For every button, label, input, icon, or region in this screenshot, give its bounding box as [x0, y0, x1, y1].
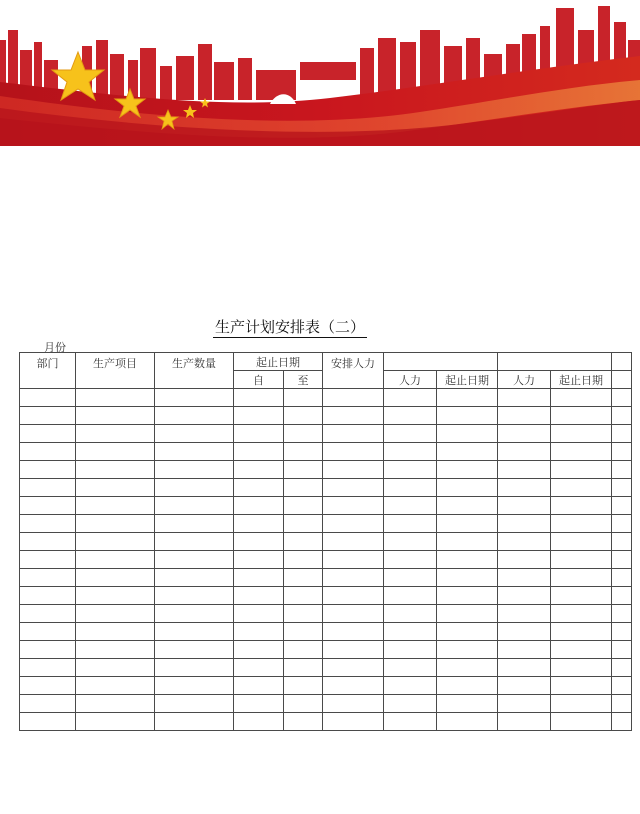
- table-cell[interactable]: [437, 713, 498, 731]
- table-row: [20, 443, 632, 461]
- table-cell[interactable]: [20, 515, 76, 533]
- table-cell[interactable]: [20, 677, 76, 695]
- table-cell[interactable]: [20, 461, 76, 479]
- table-cell[interactable]: [384, 533, 437, 551]
- table-cell[interactable]: [76, 587, 155, 605]
- header-to: 至: [284, 371, 323, 389]
- table-cell[interactable]: [323, 407, 384, 425]
- table-cell[interactable]: [384, 497, 437, 515]
- table-cell[interactable]: [284, 479, 323, 497]
- table-cell[interactable]: [498, 641, 551, 659]
- table-cell[interactable]: [612, 443, 632, 461]
- table-cell[interactable]: [437, 659, 498, 677]
- table-cell[interactable]: [155, 713, 234, 731]
- table-row: [20, 461, 632, 479]
- table-cell[interactable]: [384, 425, 437, 443]
- table-row: [20, 479, 632, 497]
- table-cell[interactable]: [612, 551, 632, 569]
- table-cell[interactable]: [437, 605, 498, 623]
- table-cell[interactable]: [551, 443, 612, 461]
- table-cell[interactable]: [498, 389, 551, 407]
- table-cell[interactable]: [323, 695, 384, 713]
- table-cell[interactable]: [155, 551, 234, 569]
- table-cell[interactable]: [551, 605, 612, 623]
- table-cell[interactable]: [323, 551, 384, 569]
- table-cell[interactable]: [498, 623, 551, 641]
- table-cell[interactable]: [284, 461, 323, 479]
- table-cell[interactable]: [155, 641, 234, 659]
- table-row: [20, 407, 632, 425]
- header-group-a: [384, 353, 498, 371]
- table-cell[interactable]: [384, 389, 437, 407]
- table-cell[interactable]: [284, 713, 323, 731]
- table-cell[interactable]: [551, 497, 612, 515]
- table-cell[interactable]: [234, 677, 284, 695]
- table-row: [20, 515, 632, 533]
- table-cell[interactable]: [551, 515, 612, 533]
- table-cell[interactable]: [437, 515, 498, 533]
- table-cell[interactable]: [234, 515, 284, 533]
- table-cell[interactable]: [612, 389, 632, 407]
- table-cell[interactable]: [612, 461, 632, 479]
- table-cell[interactable]: [155, 623, 234, 641]
- header-row-top: [20, 353, 632, 371]
- table-cell[interactable]: [234, 623, 284, 641]
- table-cell[interactable]: [234, 713, 284, 731]
- table-cell[interactable]: [384, 551, 437, 569]
- table-row: [20, 587, 632, 605]
- table-cell[interactable]: [76, 659, 155, 677]
- table-cell[interactable]: [20, 695, 76, 713]
- table-cell[interactable]: [612, 695, 632, 713]
- table-cell[interactable]: [612, 515, 632, 533]
- table-cell[interactable]: [384, 677, 437, 695]
- table-row: [20, 551, 632, 569]
- table-cell[interactable]: [498, 407, 551, 425]
- table-cell[interactable]: [20, 713, 76, 731]
- table-row: [20, 659, 632, 677]
- table-row: [20, 623, 632, 641]
- table-cell[interactable]: [155, 389, 234, 407]
- table-cell[interactable]: [76, 533, 155, 551]
- table-body: [20, 389, 632, 731]
- table-cell[interactable]: [437, 425, 498, 443]
- table-cell[interactable]: [76, 443, 155, 461]
- table-cell[interactable]: [234, 533, 284, 551]
- table-cell[interactable]: [437, 677, 498, 695]
- table-cell[interactable]: [498, 479, 551, 497]
- table-cell[interactable]: [20, 533, 76, 551]
- table-cell[interactable]: [437, 695, 498, 713]
- header-date-a: 起止日期: [437, 371, 498, 389]
- table-cell[interactable]: [384, 713, 437, 731]
- table-cell[interactable]: [76, 569, 155, 587]
- table-cell[interactable]: [76, 713, 155, 731]
- table-cell[interactable]: [284, 407, 323, 425]
- table-cell[interactable]: [20, 443, 76, 461]
- month-label: 月份: [44, 341, 66, 354]
- table-cell[interactable]: [155, 677, 234, 695]
- table-cell[interactable]: [76, 479, 155, 497]
- table-cell[interactable]: [612, 569, 632, 587]
- table-cell[interactable]: [437, 497, 498, 515]
- table-cell[interactable]: [323, 443, 384, 461]
- header-group-b: [498, 353, 612, 371]
- table-cell[interactable]: [612, 605, 632, 623]
- table-cell[interactable]: [234, 461, 284, 479]
- table-cell[interactable]: [323, 497, 384, 515]
- table-cell[interactable]: [76, 641, 155, 659]
- production-plan-table: [19, 352, 632, 731]
- table-cell[interactable]: [612, 713, 632, 731]
- table-row: [20, 713, 632, 731]
- header-manpower-b: 人力: [498, 371, 551, 389]
- table-cell[interactable]: [323, 515, 384, 533]
- table-cell[interactable]: [551, 551, 612, 569]
- table-cell[interactable]: [284, 569, 323, 587]
- table-cell[interactable]: [155, 695, 234, 713]
- table-cell[interactable]: [323, 641, 384, 659]
- table-cell[interactable]: [437, 461, 498, 479]
- header-date-b: 起止日期: [551, 371, 612, 389]
- table-cell[interactable]: [155, 659, 234, 677]
- table-cell[interactable]: [384, 479, 437, 497]
- table-cell[interactable]: [234, 659, 284, 677]
- table-cell[interactable]: [384, 515, 437, 533]
- table-row: [20, 389, 632, 407]
- table-cell[interactable]: [498, 443, 551, 461]
- table-cell[interactable]: [323, 425, 384, 443]
- table-cell[interactable]: [551, 461, 612, 479]
- table-cell[interactable]: [551, 389, 612, 407]
- table-row: [20, 605, 632, 623]
- table-cell[interactable]: [284, 695, 323, 713]
- table-row: [20, 533, 632, 551]
- table-cell[interactable]: [155, 515, 234, 533]
- table-cell[interactable]: [384, 659, 437, 677]
- table-cell[interactable]: [284, 641, 323, 659]
- table-cell[interactable]: [20, 587, 76, 605]
- table-cell[interactable]: [234, 605, 284, 623]
- table-cell[interactable]: [234, 497, 284, 515]
- table-cell[interactable]: [234, 569, 284, 587]
- header-from: 自: [234, 371, 284, 389]
- table-cell[interactable]: [551, 407, 612, 425]
- table-cell[interactable]: [437, 551, 498, 569]
- table-cell[interactable]: [384, 569, 437, 587]
- table-cell[interactable]: [20, 605, 76, 623]
- header-dept: 部门: [20, 353, 76, 389]
- table-cell[interactable]: [551, 569, 612, 587]
- table-cell[interactable]: [323, 713, 384, 731]
- table-cell[interactable]: [612, 479, 632, 497]
- table-row: [20, 425, 632, 443]
- table-cell[interactable]: [437, 623, 498, 641]
- table-cell[interactable]: [612, 425, 632, 443]
- table-cell[interactable]: [155, 479, 234, 497]
- table-cell[interactable]: [384, 623, 437, 641]
- header-date-range: 起止日期: [234, 353, 323, 371]
- table-cell[interactable]: [234, 407, 284, 425]
- table-cell[interactable]: [20, 425, 76, 443]
- header-group-c: [612, 353, 632, 371]
- table-cell[interactable]: [551, 623, 612, 641]
- table-cell[interactable]: [323, 677, 384, 695]
- table-cell[interactable]: [155, 407, 234, 425]
- table-cell[interactable]: [20, 551, 76, 569]
- table-cell[interactable]: [498, 677, 551, 695]
- table-cell[interactable]: [551, 659, 612, 677]
- table-cell[interactable]: [234, 551, 284, 569]
- table-cell[interactable]: [284, 623, 323, 641]
- table-cell[interactable]: [612, 623, 632, 641]
- table-cell[interactable]: [20, 389, 76, 407]
- table-cell[interactable]: [284, 425, 323, 443]
- table-cell[interactable]: [437, 533, 498, 551]
- table-cell[interactable]: [76, 605, 155, 623]
- document-title: 生产计划安排表（二）: [214, 318, 365, 336]
- table-cell[interactable]: [437, 569, 498, 587]
- table-cell[interactable]: [551, 695, 612, 713]
- table-cell[interactable]: [551, 425, 612, 443]
- header-manpower: 安排人力: [323, 353, 384, 389]
- table-cell[interactable]: [551, 587, 612, 605]
- table-cell[interactable]: [76, 551, 155, 569]
- table-cell[interactable]: [234, 695, 284, 713]
- table-cell[interactable]: [384, 587, 437, 605]
- table-cell[interactable]: [155, 461, 234, 479]
- table-cell[interactable]: [234, 479, 284, 497]
- table-row: [20, 569, 632, 587]
- table-cell[interactable]: [612, 497, 632, 515]
- table-cell[interactable]: [498, 425, 551, 443]
- table-cell[interactable]: [498, 605, 551, 623]
- table-cell[interactable]: [76, 515, 155, 533]
- table-cell[interactable]: [323, 659, 384, 677]
- table-row: [20, 497, 632, 515]
- table-cell[interactable]: [384, 695, 437, 713]
- table-cell[interactable]: [437, 479, 498, 497]
- table-cell[interactable]: [498, 551, 551, 569]
- table-cell[interactable]: [612, 533, 632, 551]
- table-cell[interactable]: [155, 533, 234, 551]
- table-cell[interactable]: [612, 677, 632, 695]
- table-cell[interactable]: [20, 479, 76, 497]
- table-cell[interactable]: [612, 641, 632, 659]
- table-cell[interactable]: [498, 533, 551, 551]
- table-cell[interactable]: [323, 461, 384, 479]
- table-cell[interactable]: [323, 533, 384, 551]
- table-cell[interactable]: [234, 443, 284, 461]
- table-cell[interactable]: [323, 569, 384, 587]
- table-cell[interactable]: [612, 587, 632, 605]
- table-cell[interactable]: [76, 695, 155, 713]
- table-cell[interactable]: [498, 713, 551, 731]
- table-cell[interactable]: [498, 569, 551, 587]
- table-cell[interactable]: [437, 389, 498, 407]
- table-cell[interactable]: [284, 389, 323, 407]
- table-row: [20, 677, 632, 695]
- table-cell[interactable]: [76, 677, 155, 695]
- table-cell[interactable]: [323, 623, 384, 641]
- table-row: [20, 695, 632, 713]
- table-cell[interactable]: [234, 389, 284, 407]
- table-cell[interactable]: [76, 407, 155, 425]
- table-cell[interactable]: [498, 587, 551, 605]
- table-cell[interactable]: [155, 605, 234, 623]
- table-cell[interactable]: [498, 695, 551, 713]
- table-cell[interactable]: [284, 677, 323, 695]
- table-row: [20, 641, 632, 659]
- table-cell[interactable]: [437, 407, 498, 425]
- table-cell[interactable]: [284, 443, 323, 461]
- table-cell[interactable]: [384, 407, 437, 425]
- table-cell[interactable]: [155, 425, 234, 443]
- header-extra: [612, 371, 632, 389]
- table-cell[interactable]: [498, 461, 551, 479]
- table-cell[interactable]: [323, 479, 384, 497]
- table-cell[interactable]: [234, 641, 284, 659]
- table-cell[interactable]: [551, 713, 612, 731]
- table-cell[interactable]: [155, 587, 234, 605]
- table-cell[interactable]: [20, 407, 76, 425]
- table-cell[interactable]: [437, 641, 498, 659]
- table-cell[interactable]: [20, 641, 76, 659]
- table-cell[interactable]: [284, 551, 323, 569]
- table-cell[interactable]: [437, 587, 498, 605]
- table-cell[interactable]: [551, 479, 612, 497]
- table-cell[interactable]: [384, 641, 437, 659]
- table-cell[interactable]: [612, 407, 632, 425]
- table-cell[interactable]: [284, 659, 323, 677]
- table-cell[interactable]: [284, 533, 323, 551]
- table-cell[interactable]: [20, 497, 76, 515]
- table-cell[interactable]: [437, 443, 498, 461]
- table-cell[interactable]: [155, 443, 234, 461]
- table-cell[interactable]: [284, 587, 323, 605]
- table-cell[interactable]: [155, 497, 234, 515]
- table-cell[interactable]: [498, 497, 551, 515]
- table-cell[interactable]: [76, 389, 155, 407]
- table-cell[interactable]: [323, 605, 384, 623]
- table-cell[interactable]: [20, 623, 76, 641]
- table-cell[interactable]: [323, 389, 384, 407]
- table-cell[interactable]: [384, 461, 437, 479]
- table-cell[interactable]: [76, 623, 155, 641]
- table-cell[interactable]: [323, 587, 384, 605]
- table-cell[interactable]: [20, 659, 76, 677]
- table-cell[interactable]: [284, 605, 323, 623]
- table-cell[interactable]: [284, 515, 323, 533]
- table-cell[interactable]: [76, 425, 155, 443]
- table-cell[interactable]: [284, 497, 323, 515]
- table-cell[interactable]: [234, 587, 284, 605]
- table-cell[interactable]: [498, 515, 551, 533]
- table-cell[interactable]: [384, 605, 437, 623]
- table-cell[interactable]: [551, 677, 612, 695]
- table-cell[interactable]: [612, 659, 632, 677]
- table-cell[interactable]: [76, 461, 155, 479]
- table-cell[interactable]: [551, 533, 612, 551]
- table-cell[interactable]: [551, 641, 612, 659]
- header-quantity: 生产数量: [155, 353, 234, 389]
- table-cell[interactable]: [20, 569, 76, 587]
- table-cell[interactable]: [498, 659, 551, 677]
- table-cell[interactable]: [155, 569, 234, 587]
- table-cell[interactable]: [234, 425, 284, 443]
- header-banner: [0, 0, 640, 146]
- header-project: 生产项目: [76, 353, 155, 389]
- table-cell[interactable]: [76, 497, 155, 515]
- table-cell[interactable]: [384, 443, 437, 461]
- header-manpower-a: 人力: [384, 371, 437, 389]
